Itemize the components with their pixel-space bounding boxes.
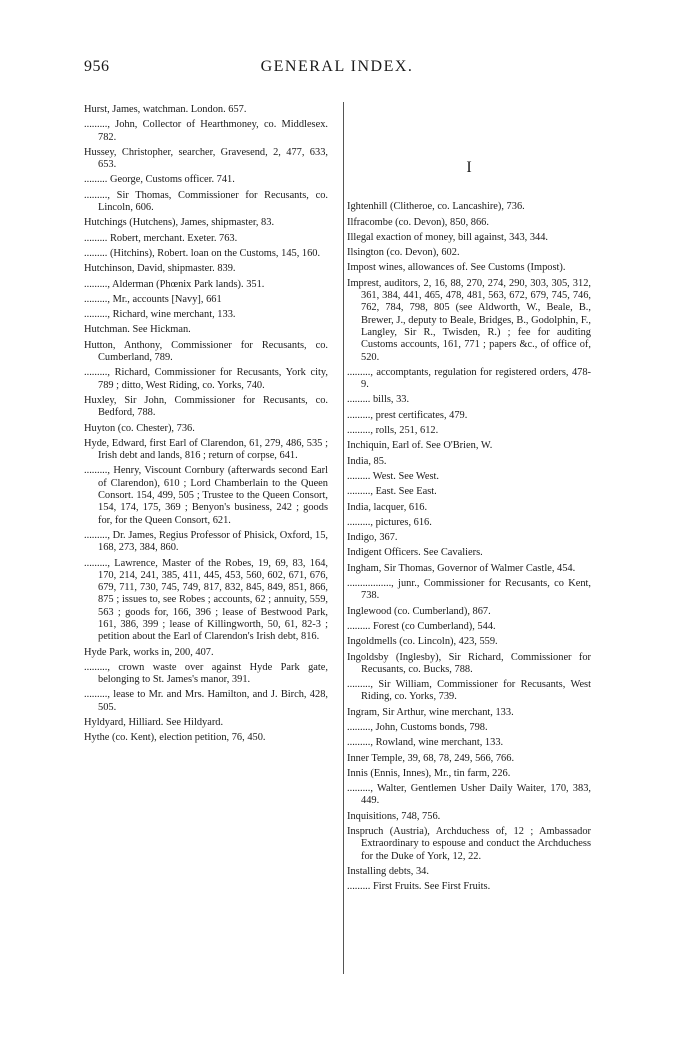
index-entry: ........., Sir Thomas, Commissioner for Recusants, co. Lincoln, 606. <box>84 189 328 214</box>
index-entry: ........., Henry, Viscount Cornbury (afterwards second Earl of Clarendon), 610 ; Lord Chamberlain to the Queen Consort. 154, 499, 505 ; Trustee to the Queen Consort, 154, 174, 175, 369 ; Benyon's business, 242 ; goods for, for the Queen Consort, 621. <box>84 465 328 526</box>
index-entry: Impost wines, allowances of. See Customs (Impost). <box>347 262 566 274</box>
index-entry: Huxley, Sir John, Commissioner for Recusants, co. Bedford, 788. <box>84 394 328 419</box>
index-entry: ........., accomptants, regulation for registered orders, 478-9. <box>347 366 591 391</box>
index-entry: ......... George, Customs officer. 741. <box>84 174 235 186</box>
index-entry: ........., pictures, 616. <box>347 516 432 528</box>
index-entry: India, 85. <box>347 455 387 467</box>
index-entry: ........., Richard, Commissioner for Recusants, York city, 789 ; ditto, West Riding, co. Yorks, 740. <box>84 367 328 391</box>
right-index-column <box>347 104 591 897</box>
index-entry: Hutchinson, David, shipmaster. 839. <box>84 263 236 275</box>
index-entry: ........., Sir William, Commissioner for Recusants, West Riding, co. Yorks, 739. <box>347 679 591 703</box>
index-entry: ........., Walter, Gentlemen Usher Daily Waiter, 170, 383, 449. <box>347 783 591 807</box>
index-entry: Imprest, auditors, 2, 16, 88, 270, 274, 290, 303, 305, 312, 361, 384, 441, 465, 478, 481, 563, 672, 679, 745, 746, 762, 784, 798, 805 (see Aldworth, W., Beale, B., Brewer, J., deputy to Beale, Bridges, B., Godolphin, F., Langley, Sir R., Twisden, R.) ; fee for auditing Customs accounts, 161, 771 ; papers &c., of office of, 520. <box>347 277 591 363</box>
index-entry: Hurst, James, watchman. London. 657. <box>84 104 247 115</box>
index-entry: Hyde, Edward, first Earl of Clarendon, 61, 279, 486, 535 ; Irish debt and lands, 816 ; return of corpse, 641. <box>84 437 328 462</box>
index-entry: Inspruch (Austria), Archduchess of, 12 ; Ambassador Extraordinary to espouse and conduct the Archduchess for the Duke of York, 12, 22. <box>347 826 591 862</box>
column-divider <box>343 102 344 974</box>
index-entry: Hyde Park, works in, 200, 407. <box>84 646 214 658</box>
index-entry: Hutchings (Hutchens), James, shipmaster, 83. <box>84 217 275 229</box>
index-entry: ........., John, Customs bonds, 798. <box>347 721 488 733</box>
index-entry: ................., junr., Commissioner for Recusants, co Kent, 738. <box>347 578 591 602</box>
page-title: GENERAL INDEX. <box>260 58 414 75</box>
index-entry: Ilsington (co. Devon), 602. <box>347 247 460 259</box>
index-entry: ........., John, Collector of Hearthmoney, co. Middlesex. 782. <box>84 119 328 143</box>
index-entry: Inner Temple, 39, 68, 78, 249, 566, 766. <box>347 752 515 764</box>
index-entry: ........., crown waste over against Hyde Park gate, belonging to St. James's manor, 391. <box>84 661 328 686</box>
index-entry: Indigent Officers. See Cavaliers. <box>347 547 483 559</box>
index-entry: Indigo, 367. <box>347 532 398 544</box>
index-entry: Inchiquin, Earl of. See O'Brien, W. <box>347 440 493 452</box>
index-entry: Ingram, Sir Arthur, wine merchant, 133. <box>347 706 514 718</box>
index-entry: Ingoldmells (co. Lincoln), 423, 559. <box>347 636 498 648</box>
index-entry: ......... First Fruits. See First Fruits. <box>347 881 491 893</box>
index-entry: Hutton, Anthony, Commissioner for Recusants, co. Cumberland, 789. <box>84 339 328 364</box>
index-entry: ........., Alderman (Phœnix Park lands). 351. <box>84 278 265 290</box>
index-entry: Installing debts, 34. <box>347 865 429 877</box>
section-letter: I <box>466 159 472 176</box>
index-entry: Ingoldsby (Inglesby), Sir Richard, Commissioner for Recusants, co. Bucks, 788. <box>347 651 591 675</box>
index-entry: ........., Mr., accounts [Navy], 661 <box>84 293 222 305</box>
index-entry: ........., Lawrence, Master of the Robes, 19, 69, 83, 164, 170, 214, 241, 385, 411, 445, 453, 560, 602, 671, 676, 679, 711, 730, 745, 749, 817, 832, 845, 849, 851, 866, 875 ; issues to, see Robes ; accounts, 62 ; annuity, 559, 563 ; goods for, 166, 396 ; lease of Bestwood Park, 161, 386, 399 ; lease of Killingworth, 50, 61, 82-3 ; petition about the Earl of Clarendon's Irish debt, 816. <box>84 557 328 643</box>
index-entry: Inquisitions, 748, 756. <box>347 810 441 822</box>
index-entry: ........., rolls, 251, 612. <box>347 425 439 437</box>
index-entry: ......... Forest (co Cumberland), 544. <box>347 620 496 632</box>
index-entry: ........., Rowland, wine merchant, 133. <box>347 737 504 749</box>
index-entry: India, lacquer, 616. <box>347 501 428 513</box>
index-entry: Illegal exaction of money, bill against, 343, 344. <box>347 231 549 243</box>
index-entry: ......... West. See West. <box>347 470 440 482</box>
left-index-column <box>84 104 328 748</box>
index-entry: ......... (Hitchins), Robert. loan on the Customs, 145, 160. <box>84 247 321 259</box>
index-entry: Ilfracombe (co. Devon), 850, 866. <box>347 216 489 228</box>
page-number: 956 <box>84 58 110 75</box>
index-entry: ........., prest certificates, 479. <box>347 409 468 421</box>
index-entry: Hyldyard, Hilliard. See Hildyard. <box>84 717 224 729</box>
index-entry: ........., East. See East. <box>347 486 437 498</box>
index-entry: Hussey, Christopher, searcher, Gravesend, 2, 477, 633, 653. <box>84 146 328 171</box>
index-entry: Ightenhill (Clitheroe, co. Lancashire), 736. <box>347 201 525 213</box>
index-entry: ......... bills, 33. <box>347 394 410 406</box>
index-entry: ........., Richard, wine merchant, 133. <box>84 309 236 321</box>
index-entry: Hythe (co. Kent), election petition, 76, 450. <box>84 732 266 744</box>
index-entry: Innis (Ennis, Innes), Mr., tin farm, 226. <box>347 767 511 779</box>
index-entry: ......... Robert, merchant. Exeter. 763. <box>84 232 238 244</box>
index-entry: Huyton (co. Chester), 736. <box>84 422 195 434</box>
index-entry: ........., Dr. James, Regius Professor of Phisick, Oxford, 15, 168, 273, 384, 860. <box>84 529 328 554</box>
index-entry: ........., lease to Mr. and Mrs. Hamilton, and J. Birch, 428, 505. <box>84 689 328 713</box>
index-entry: Hutchman. See Hickman. <box>84 324 191 336</box>
right-entry-list <box>347 201 591 893</box>
index-entry: Inglewood (co. Cumberland), 867. <box>347 605 491 617</box>
index-entry: Ingham, Sir Thomas, Governor of Walmer Castle, 454. <box>347 562 576 574</box>
